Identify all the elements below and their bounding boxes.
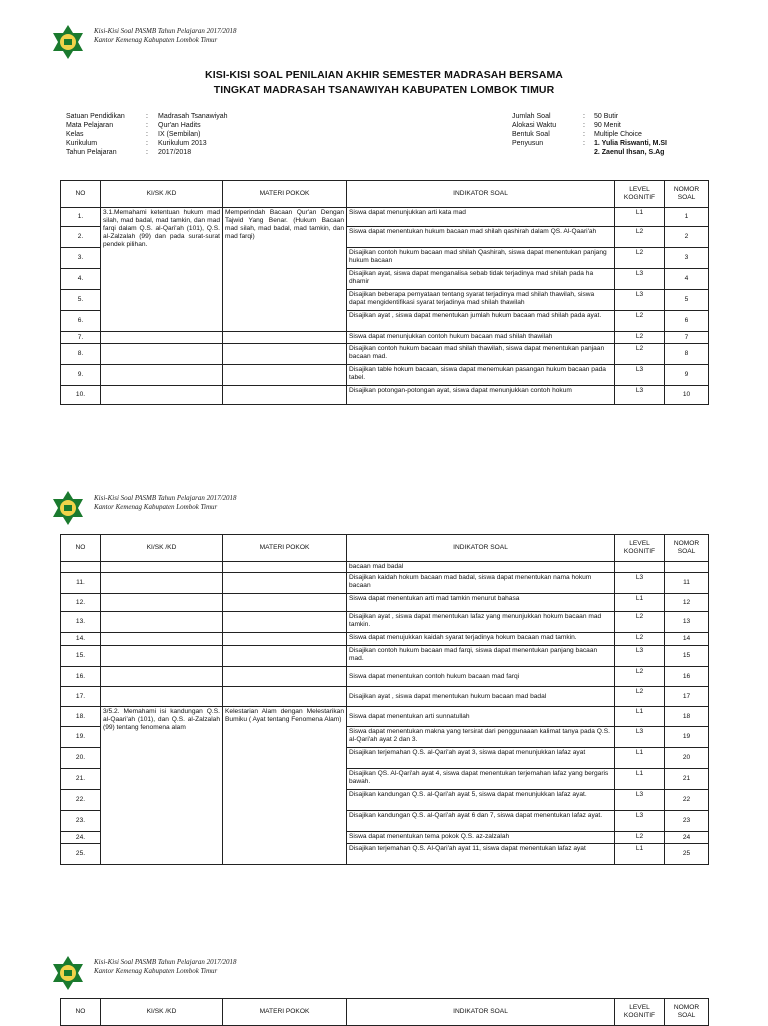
col-nomor: NOMOR SOAL xyxy=(665,181,709,208)
level-cell: L1 xyxy=(615,748,665,769)
table-row xyxy=(61,707,709,727)
indikator-cell: Siswa dapat menujukkan kaidah syarat terjadinya hokum bacaan mad tamkin. xyxy=(347,633,615,646)
col-no: NO xyxy=(61,999,101,1026)
level-cell: L2 xyxy=(615,667,665,687)
indikator-cell: Siswa dapat menentukan makna yang tersirat dari penggunaaan kalimat tanya pada Q.S. al-Qari'ah ayat 2 dan 3. xyxy=(347,727,615,748)
col-nomor: NOMOR SOAL xyxy=(665,535,709,562)
table-row xyxy=(61,646,709,667)
materi-cell xyxy=(223,386,347,405)
nomor-cell: 22 xyxy=(665,790,709,811)
col-materi: MATERI POKOK xyxy=(223,181,347,208)
table-row xyxy=(61,386,709,405)
materi-cell xyxy=(223,365,347,386)
info-colon: : xyxy=(583,140,585,147)
level-cell: L3 xyxy=(615,365,665,386)
row-no xyxy=(61,562,101,573)
info-colon: : xyxy=(146,140,148,147)
info-label: Bentuk Soal xyxy=(512,131,550,138)
kisi-table-2 xyxy=(60,534,709,865)
level-cell: L3 xyxy=(615,290,665,311)
level-cell: L3 xyxy=(615,269,665,290)
level-cell: L2 xyxy=(615,612,665,633)
materi-cell xyxy=(223,646,347,667)
row-no: 16. xyxy=(61,667,101,687)
row-no: 19. xyxy=(61,727,101,748)
info-label: Mata Pelajaran xyxy=(66,122,114,129)
nomor-cell: 12 xyxy=(665,594,709,612)
col-materi: MATERI POKOK xyxy=(223,999,347,1026)
materi-cell xyxy=(223,687,347,707)
col-indikator: INDIKATOR SOAL xyxy=(347,535,615,562)
table-row xyxy=(61,594,709,612)
indikator-cell: Disajikan kandungan Q.S. al-Qari'ah ayat 5, siswa dapat menunjukkan lafaz ayat. xyxy=(347,790,615,811)
indikator-cell: Disajikan ayat , siswa dapat menentukan jumlah hukum bacaan mad shilah pada ayat. xyxy=(347,311,615,332)
level-cell: L2 xyxy=(615,832,665,844)
info-value: Multiple Choice xyxy=(594,131,642,138)
info-colon: : xyxy=(583,122,585,129)
indikator-cell: Disajikan QS. Al-Qari'ah ayat 4, siswa dapat menentukan terjemahan lafaz yang bergaris bawah. xyxy=(347,769,615,790)
row-no: 13. xyxy=(61,612,101,633)
info-colon: : xyxy=(146,122,148,129)
info-value: Madrasah Tsanawiyah xyxy=(158,113,228,120)
col-nomor: NOMOR SOAL xyxy=(665,999,709,1026)
indikator-cell: Disajikan terjemahan Q.S. Al-Qari'ah ayat 11, siswa dapat menentukan lafaz ayat xyxy=(347,844,615,865)
row-no: 11. xyxy=(61,573,101,594)
kd-cell xyxy=(101,332,223,344)
table-header-row xyxy=(61,181,709,208)
row-no: 24. xyxy=(61,832,101,844)
row-no: 2. xyxy=(61,227,101,248)
row-no: 8. xyxy=(61,344,101,365)
nomor-cell: 5 xyxy=(665,290,709,311)
info-label: Kurikulum xyxy=(66,140,98,147)
info-label: Kelas xyxy=(66,131,84,138)
indikator-cell: bacaan mad badal xyxy=(347,562,615,573)
indikator-cell: Siswa dapat menentukan tema pokok Q.S. az-zalzalah xyxy=(347,832,615,844)
info-value: 50 Butir xyxy=(594,113,619,120)
col-level: LEVEL KOGNITIF xyxy=(615,181,665,208)
indikator-cell: Disajikan kandungan Q.S. al-Qari'ah ayat 6 dan 7, siswa dapat menentukan lafaz ayat. xyxy=(347,811,615,832)
level-cell xyxy=(615,562,665,573)
info-value: 1. Yulia Riswanti, M.SI xyxy=(594,140,668,147)
nomor-cell: 14 xyxy=(665,633,709,646)
kd-cell xyxy=(101,646,223,667)
info-value: Kurikulum 2013 xyxy=(158,140,207,147)
nomor-cell: 3 xyxy=(665,248,709,269)
col-materi: MATERI POKOK xyxy=(223,535,347,562)
info-right xyxy=(512,112,712,162)
col-level: LEVEL KOGNITIF xyxy=(615,535,665,562)
col-kd: KI/SK /KD xyxy=(101,535,223,562)
kisi-table-3 xyxy=(60,998,709,1026)
info-value: 2017/2018 xyxy=(158,149,192,156)
header-line-1: Kisi-Kisi Soal PASMB Tahun Pelajaran 2017/2018 xyxy=(94,494,237,502)
col-level: LEVEL KOGNITIF xyxy=(615,999,665,1026)
nomor-cell: 10 xyxy=(665,386,709,405)
nomor-cell: 15 xyxy=(665,646,709,667)
indikator-cell: Disajikan beberapa pernyataan tentang syarat terjadinya mad shilah thawilah, siswa dapat mengidentifikasi syarat terjadinya mad shilah thawilah xyxy=(347,290,615,311)
table-header-row xyxy=(61,535,709,562)
info-label: Jumlah Soal xyxy=(512,113,551,120)
nomor-cell: 24 xyxy=(665,832,709,844)
materi-cell-2: Kelestarian Alam dengan Melestarikan Bumiku ( Ayat tentang Fenomena Alam) xyxy=(223,707,347,865)
header-line-1: Kisi-Kisi Soal PASMB Tahun Pelajaran 2017/2018 xyxy=(94,27,237,35)
indikator-cell: Disajikan kaidah hokum bacaan mad badal, siswa dapat menentukan nama hokum bacaan xyxy=(347,573,615,594)
row-no: 23. xyxy=(61,811,101,832)
nomor-cell: 23 xyxy=(665,811,709,832)
row-no: 22. xyxy=(61,790,101,811)
indikator-cell: Siswa dapat menunjukkan contoh hukum bacaan mad shilah thawilah xyxy=(347,332,615,344)
info-colon: : xyxy=(146,149,148,156)
level-cell: L2 xyxy=(615,332,665,344)
info-label: Satuan Pendidikan xyxy=(66,113,125,120)
row-no: 15. xyxy=(61,646,101,667)
nomor-cell: 20 xyxy=(665,748,709,769)
indikator-cell xyxy=(347,687,615,707)
info-value: 2. Zaenul Ihsan, S.Ag xyxy=(594,149,665,156)
row-no: 5. xyxy=(61,290,101,311)
level-cell: L3 xyxy=(615,790,665,811)
info-colon: : xyxy=(146,131,148,138)
kisi-table-1 xyxy=(60,180,709,405)
level-cell: L2 xyxy=(615,311,665,332)
level-cell: L1 xyxy=(615,594,665,612)
materi-cell xyxy=(223,594,347,612)
row-no: 6. xyxy=(61,311,101,332)
level-cell: L1 xyxy=(615,208,665,227)
header-text xyxy=(94,494,237,512)
document-title xyxy=(0,68,768,98)
col-no: NO xyxy=(61,535,101,562)
info-label: Alokasi Waktu xyxy=(512,122,557,129)
row-no: 9. xyxy=(61,365,101,386)
kemenag-logo-icon xyxy=(50,955,86,991)
row-no: 25. xyxy=(61,844,101,865)
indikator-cell: Disajikan contoh hukum bacaan mad farqi, siswa dapat menentukan panjang bacaan mad. xyxy=(347,646,615,667)
header-text xyxy=(94,958,237,976)
kemenag-logo-icon xyxy=(50,490,86,526)
level-cell: L3 xyxy=(615,386,665,405)
materi-cell xyxy=(223,562,347,573)
table-row xyxy=(61,332,709,344)
level-cell: L2 xyxy=(615,687,665,707)
materi-cell xyxy=(223,667,347,687)
indikator-cell: Disajikan table hokum bacaan, siswa dapat menemukan pasangan hukum bacaan pada tabel. xyxy=(347,365,615,386)
table-row xyxy=(61,612,709,633)
level-cell: L3 xyxy=(615,646,665,667)
row-no: 20. xyxy=(61,748,101,769)
kd-cell: 3.1.Memahami ketentuan hukum mad silah, mad badal, mad tamkin, dan mad farqi dalam Q.S. al-Qari'ah (101), Q.S. al-Zalzalah (99) dan pada surat-surat pendek pilihan. xyxy=(101,208,223,332)
level-cell: L1 xyxy=(615,844,665,865)
indikator-cell: Disajikan terjemahan Q.S. al-Qari'ah ayat 3, siswa dapat menunjukkan lafaz ayat xyxy=(347,748,615,769)
indikator-cell xyxy=(347,707,615,727)
info-colon: : xyxy=(583,113,585,120)
info-label: Tahun Pelajaran xyxy=(66,149,117,156)
row-no: 10. xyxy=(61,386,101,405)
indikator-cell: Siswa dapat menentukan arti mad tamkin menurut bahasa xyxy=(347,594,615,612)
info-colon: : xyxy=(146,113,148,120)
level-cell: L3 xyxy=(615,727,665,748)
row-no: 17. xyxy=(61,687,101,707)
kd-cell xyxy=(101,562,223,573)
row-no: 7. xyxy=(61,332,101,344)
kd-cell xyxy=(101,612,223,633)
table-row xyxy=(61,573,709,594)
indikator-text: Siswa dapat menentukan contoh hukum bacaan mad farqi xyxy=(349,672,520,680)
header-line-1: Kisi-Kisi Soal PASMB Tahun Pelajaran 2017/2018 xyxy=(94,958,237,966)
row-no: 4. xyxy=(61,269,101,290)
level-cell: L2 xyxy=(615,227,665,248)
info-value: Qur'an Hadits xyxy=(158,122,201,129)
header-line-2: Kantor Kemenag Kabupaten Lombok Timur xyxy=(94,503,218,511)
info-left xyxy=(66,112,326,162)
row-no: 18. xyxy=(61,707,101,727)
table-row xyxy=(61,365,709,386)
kemenag-logo-icon xyxy=(50,24,86,60)
col-kd: KI/SK /KD xyxy=(101,181,223,208)
indikator-cell xyxy=(347,667,615,687)
table-row xyxy=(61,687,709,707)
nomor-cell: 13 xyxy=(665,612,709,633)
nomor-cell: 17 xyxy=(665,687,709,707)
level-cell: L2 xyxy=(615,344,665,365)
header-line-2: Kantor Kemenag Kabupaten Lombok Timur xyxy=(94,36,218,44)
info-label: Penyusun xyxy=(512,140,544,147)
table-row xyxy=(61,562,709,573)
row-no: 14. xyxy=(61,633,101,646)
row-no: 21. xyxy=(61,769,101,790)
level-cell: L1 xyxy=(615,707,665,727)
indikator-cell: Disajikan contoh hukum bacaan mad shilah thawilah, siswa dapat menentukan panjaan bacaan mad. xyxy=(347,344,615,365)
kd-cell xyxy=(101,633,223,646)
kd-cell xyxy=(101,594,223,612)
materi-cell xyxy=(223,344,347,365)
table-row xyxy=(61,344,709,365)
nomor-cell: 1 xyxy=(665,208,709,227)
info-value: IX (Sembilan) xyxy=(158,131,201,138)
materi-cell xyxy=(223,612,347,633)
table-row xyxy=(61,667,709,687)
header-text xyxy=(94,27,237,45)
nomor-cell: 8 xyxy=(665,344,709,365)
nomor-cell: 18 xyxy=(665,707,709,727)
nomor-cell: 11 xyxy=(665,573,709,594)
level-cell: L1 xyxy=(615,769,665,790)
table-header-row xyxy=(61,999,709,1026)
kd-cell xyxy=(101,344,223,365)
info-colon: : xyxy=(583,131,585,138)
nomor-cell: 2 xyxy=(665,227,709,248)
kd-cell xyxy=(101,365,223,386)
row-no: 1. xyxy=(61,208,101,227)
kd-cell xyxy=(101,573,223,594)
materi-cell xyxy=(223,332,347,344)
kd-cell-2: 3/5.2. Memahami isi kandungan Q.S. al-Qaari'ah (101), dan Q.S. al-Zalzalah (99) tentang fenomena alam xyxy=(101,707,223,865)
nomor-cell: 25 xyxy=(665,844,709,865)
materi-cell: Memperindah Bacaan Qur'an Dengan Tajwid Yang Benar. (Hukum Bacaan mad silah, mad badal, mad tamkin, dan mad farqi) xyxy=(223,208,347,332)
level-cell: L3 xyxy=(615,811,665,832)
table-row xyxy=(61,633,709,646)
indikator-cell: Siswa dapat menentukan hukum bacaan mad shilah qashirah dalam QS. Al-Qaari'ah xyxy=(347,227,615,248)
info-value: 90 Menit xyxy=(594,122,621,129)
col-kd: KI/SK /KD xyxy=(101,999,223,1026)
level-cell: L3 xyxy=(615,573,665,594)
col-indikator: INDIKATOR SOAL xyxy=(347,181,615,208)
indikator-cell: Disajikan potongan-potongan ayat, siswa dapat menunjukkan contoh hokum xyxy=(347,386,615,405)
indikator-cell: Disajikan contoh hukum bacaan mad shilah Qashirah, siswa dapat menentukan panjang hukum bacaan xyxy=(347,248,615,269)
indikator-cell: Siswa dapat menunjukkan arti kata mad xyxy=(347,208,615,227)
level-cell: L2 xyxy=(615,633,665,646)
row-no: 12. xyxy=(61,594,101,612)
col-no: NO xyxy=(61,181,101,208)
level-cell: L2 xyxy=(615,248,665,269)
kd-cell xyxy=(101,687,223,707)
nomor-cell: 4 xyxy=(665,269,709,290)
materi-cell xyxy=(223,633,347,646)
nomor-cell: 21 xyxy=(665,769,709,790)
nomor-cell: 19 xyxy=(665,727,709,748)
indikator-text: Disajikan ayat , siswa dapat menentukan hukum bacaan mad badal xyxy=(349,692,547,700)
materi-cell xyxy=(223,573,347,594)
nomor-cell: 7 xyxy=(665,332,709,344)
nomor-cell: 6 xyxy=(665,311,709,332)
indikator-text: Siswa dapat menentukan arti sunnatullah xyxy=(349,712,470,720)
indikator-cell: Disajikan ayat, siswa dapat menganalisa sebab tidak terjadinya mad shilah pada ha dhamir xyxy=(347,269,615,290)
kd-cell xyxy=(101,386,223,405)
title-line-1: KISI-KISI SOAL PENILAIAN AKHIR SEMESTER MADRASAH BERSAMA xyxy=(205,69,563,81)
kd-cell xyxy=(101,667,223,687)
col-indikator: INDIKATOR SOAL xyxy=(347,999,615,1026)
indikator-cell: Disajikan ayat , siswa dapat menentukan lafaz yang menunjukkan hokum bacaan mad tamkin. xyxy=(347,612,615,633)
title-line-2: TINGKAT MADRASAH TSANAWIYAH KABUPATEN LOMBOK TIMUR xyxy=(213,84,555,96)
table-row xyxy=(61,208,709,227)
nomor-cell xyxy=(665,562,709,573)
row-no: 3. xyxy=(61,248,101,269)
header-line-2: Kantor Kemenag Kabupaten Lombok Timur xyxy=(94,967,218,975)
nomor-cell: 9 xyxy=(665,365,709,386)
nomor-cell: 16 xyxy=(665,667,709,687)
